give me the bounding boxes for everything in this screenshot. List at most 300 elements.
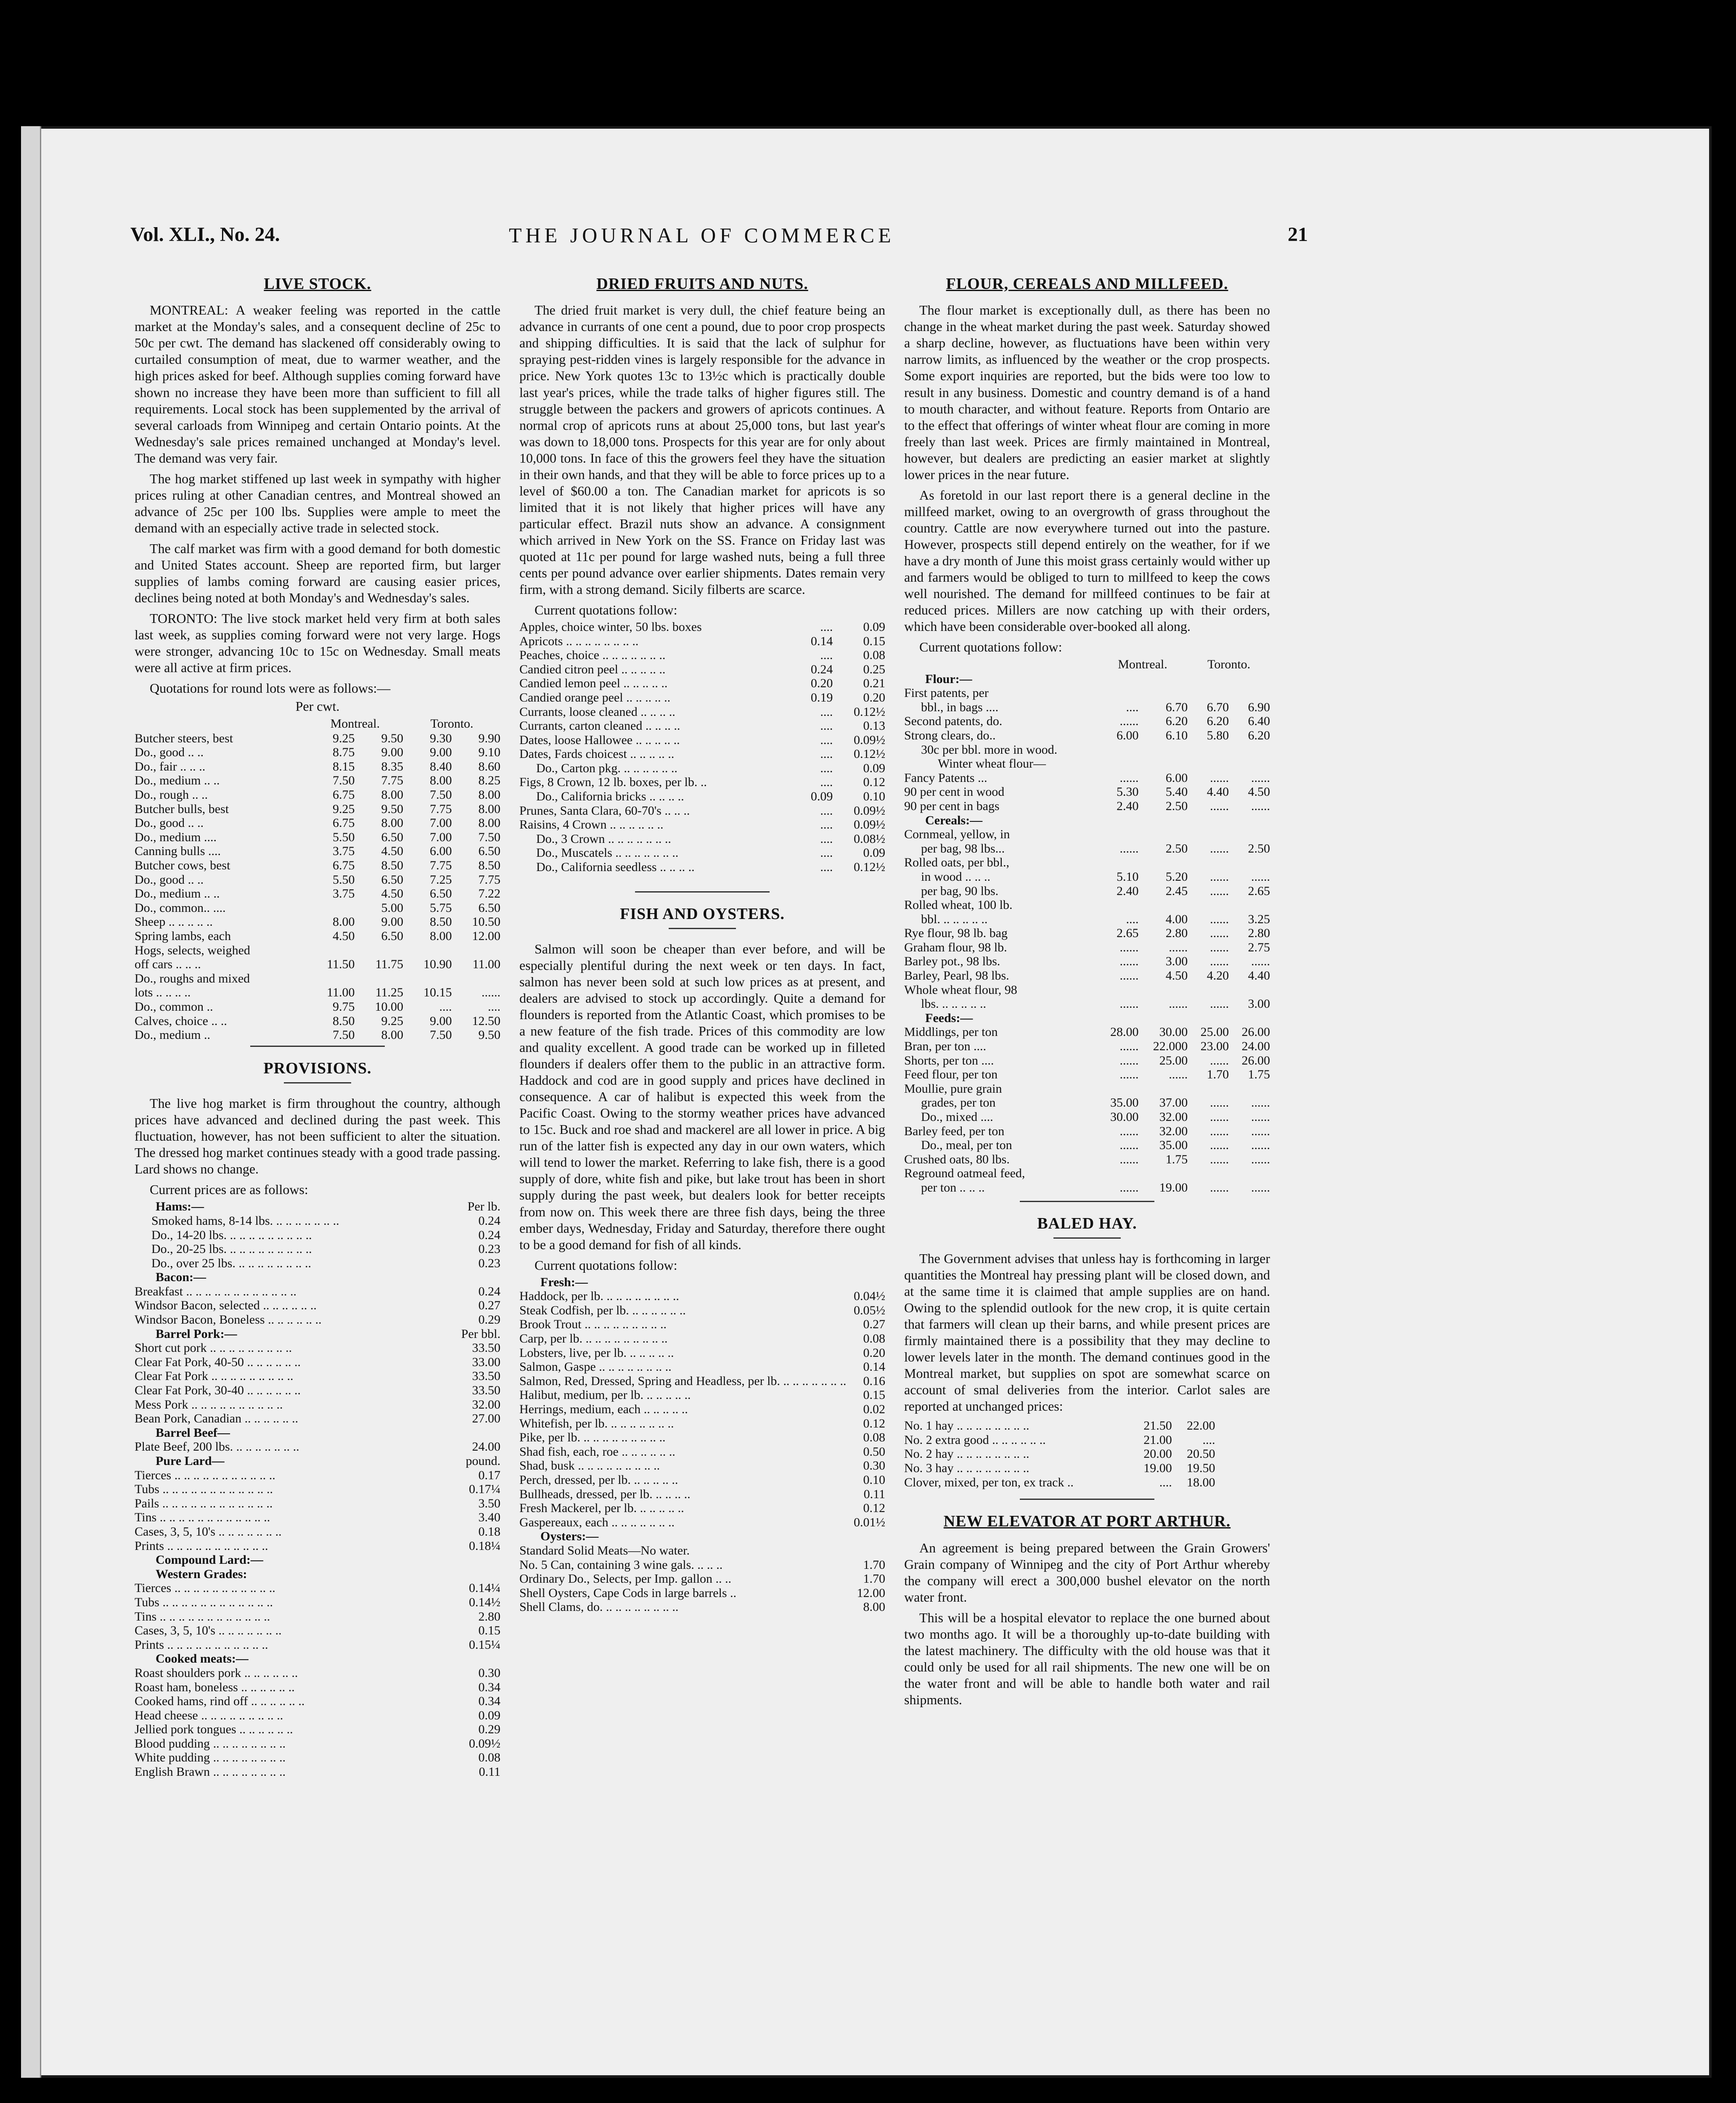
table-row [135,887,500,901]
table-row [904,1054,1270,1068]
row-value: 4.50 [1165,969,1188,983]
table-row [135,1553,500,1567]
table-row [904,785,1270,799]
row-label: Do., medium .. .. [135,887,220,901]
row-label: Butcher bulls, best [135,802,229,816]
live-stock-quote-intro: Quotations for round lots were as follows:— [150,681,391,696]
table-row [519,846,885,860]
table-row [519,620,885,634]
row-label: Salmon, Red, Dressed, Spring and Headless, per lb. .. .. .. .. .. .. .. [519,1374,847,1388]
row-label: Windsor Bacon, selected .. .. .. .. .. .. [135,1298,317,1313]
row-label: Whole wheat flour, 98 [904,983,1017,997]
row-value: 2.65 [1117,926,1139,940]
row-label: White pudding .. .. .. .. .. .. .. .. [135,1751,286,1765]
row-label: Apples, choice winter, 50 lbs. boxes [519,620,702,634]
row-label: No. 2 hay .. .. .. .. .. .. .. .. [904,1447,1029,1461]
row-label: Shell Clams, do. .. .. .. .. .. .. .. .. [519,1600,679,1614]
table-row [135,1567,500,1581]
row-value: 9.00 [381,915,403,929]
row-value: ...... [1210,997,1229,1011]
table-row [519,1572,885,1586]
toronto-column-header: Toronto. [430,717,474,731]
row-label: Do., common.. .... [135,901,226,915]
dried-fruits-table [519,620,885,874]
row-label: Pails .. .. .. .. .. .. .. .. .. .. .. .. [135,1496,273,1510]
row-value: 2.80 [478,1609,500,1624]
row-value [437,1553,500,1567]
row-value: .... [820,719,833,733]
row-value: 32.00 [472,1397,500,1412]
table-row [904,1181,1270,1195]
row-value: .... [1126,912,1139,926]
row-value: 1.75 [1248,1067,1270,1082]
row-label: No. 3 hay .. .. .. .. .. .. .. .. [904,1461,1029,1475]
row-value: 10.90 [423,957,452,972]
table-row [904,728,1270,743]
row-value: 0.08 [863,1332,885,1345]
row-label: Butcher cows, best [135,858,230,873]
row-value: 2.50 [1165,841,1188,856]
row-value: 9.00 [381,745,403,760]
row-value: 0.09½ [469,1736,500,1751]
page-header [130,223,1308,261]
row-label: No. 1 hay .. .. .. .. .. .. .. .. [904,1419,1029,1433]
table-row [135,1214,500,1228]
row-value: 9.25 [381,1014,403,1028]
row-label: Tubs .. .. .. .. .. .. .. .. .. .. .. .. [135,1595,273,1609]
row-value: .... [820,747,833,761]
table-row [135,1270,500,1285]
row-value: 0.20 [863,690,885,705]
row-value: ...... [1119,1180,1139,1195]
row-value: 18.00 [1187,1475,1215,1489]
row-value: ...... [1119,1138,1139,1152]
row-value: 33.50 [472,1369,500,1383]
row-value [1098,686,1139,700]
row-label: Do., California seedless .. .. .. .. [536,860,695,874]
row-label: Brook Trout .. .. .. .. .. .. .. .. .. [519,1317,667,1332]
row-label: Do., mixed .... [921,1110,993,1124]
table-row [135,1468,500,1483]
row-label: Pike, per lb. .. .. .. .. .. .. .. .. .. [519,1430,666,1445]
row-value: 6.50 [381,872,403,887]
row-value: 4.40 [1248,969,1270,983]
row-label: Halibut, medium, per lb. .. .. .. .. .. [519,1388,691,1402]
table-row [135,1014,500,1028]
heading-underline [1053,1237,1121,1239]
fish-quote-intro: Current quotations follow: [535,1257,677,1273]
row-value: 2.40 [1117,884,1139,898]
row-value: ...... [1210,940,1229,954]
table-row [135,1680,500,1695]
row-value: .... [820,648,833,662]
row-value: 0.04½ [854,1289,885,1303]
row-value: 5.30 [1117,785,1139,799]
row-value [1188,743,1229,757]
table-row [135,1028,500,1042]
row-value: ...... [1119,1152,1139,1166]
table-row [135,858,500,873]
row-label: Cooked hams, rind off .. .. .. .. .. .. [135,1694,305,1708]
table-row [519,662,885,677]
row-value: 3.00 [1248,997,1270,1011]
row-value: 8.50 [333,1014,355,1028]
row-value: ...... [1210,869,1229,884]
table-row [519,1586,885,1600]
row-value: 6.50 [478,844,500,858]
row-label: Compound Lard:— [156,1553,263,1567]
row-value: 0.08 [478,1751,500,1765]
row-label: Do., medium .. .. [135,773,220,788]
row-value [1098,757,1139,771]
row-value [437,1426,500,1440]
table-row [904,842,1270,856]
row-value [1098,813,1139,828]
row-value: 7.50 [478,830,500,844]
row-value: 11.00 [327,985,355,1000]
table-row [904,714,1270,728]
row-value: 6.20 [1165,714,1188,728]
table-row [904,1025,1270,1039]
row-label: Tierces .. .. .. .. .. .. .. .. .. .. .. [135,1468,275,1482]
row-label: Clear Fat Pork, 30-40 .. .. .. .. .. .. [135,1383,301,1398]
row-label: Graham flour, 98 lb. [904,940,1007,954]
row-label: Barley, Pearl, 98 lbs. [904,969,1009,983]
table-row [904,997,1270,1011]
table-row [519,733,885,747]
row-value: 4.20 [1207,969,1229,983]
row-value: 9.25 [333,731,355,745]
row-value: 0.09 [863,620,885,634]
row-value: .... [820,860,833,874]
row-value: 35.00 [1159,1138,1188,1152]
row-value: ...... [1119,841,1139,856]
binding-edge [21,126,41,2078]
row-label: Mess Pork .. .. .. .. .. .. .. .. .. .. [135,1397,283,1412]
row-label: off cars .. .. .. [135,957,201,972]
row-value: 8.00 [863,1600,885,1614]
table-row [135,1666,500,1680]
row-value [1229,743,1270,757]
montreal-column-header: Montreal. [1118,657,1167,672]
row-label: Blood pudding .. .. .. .. .. .. .. .. [135,1736,286,1751]
row-value [1139,813,1188,828]
table-row [135,1327,500,1341]
table-row [519,1445,885,1459]
journal-title: THE JOURNAL OF COMMERCE [509,223,895,247]
table-row [904,954,1270,969]
table-row [904,1011,1270,1025]
row-value: 12.00 [472,929,500,943]
column-2 [519,265,885,1614]
provisions-quote-intro: Current prices are as follows: [150,1182,308,1197]
table-row [904,1110,1270,1124]
row-value [1098,983,1139,997]
table-row [519,1275,885,1290]
row-value: 8.00 [478,788,500,802]
row-label: Do., fair .. .. .. [135,759,206,773]
table-row [135,1595,500,1610]
row-label: Breakfast .. .. .. .. .. .. .. .. .. .. .. .. [135,1284,296,1298]
table-row [519,1600,885,1614]
row-label: Do., good .. .. [135,872,204,887]
row-value: 0.12 [863,1416,885,1430]
row-value: ...... [1119,940,1139,954]
table-row [135,943,500,958]
row-value: 0.11 [479,1765,500,1779]
row-value: .... [820,818,833,832]
row-value: ...... [1169,1067,1188,1082]
row-value: 0.27 [478,1298,500,1313]
table-row [135,1765,500,1779]
row-value: 6.90 [1248,700,1270,714]
table-row [904,856,1270,870]
fish-text [519,941,885,1253]
row-value: 7.50 [333,773,355,788]
toronto-column-header: Toronto. [1207,657,1251,672]
row-value: 0.18¼ [469,1539,500,1553]
dried-fruits-quote-intro: Current quotations follow: [535,602,677,617]
row-value [1229,686,1270,700]
row-value: 2.80 [1165,926,1188,940]
row-value [1188,983,1229,997]
row-value: 10.15 [423,985,452,1000]
row-value [307,972,355,986]
row-value: 9.25 [333,802,355,816]
row-label: Gaspereaux, each .. .. .. .. .. .. .. [519,1515,675,1529]
row-value: 8.00 [478,816,500,830]
column-3 [904,265,1270,1712]
row-label: Oysters:— [540,1529,599,1544]
row-value [1139,1166,1188,1181]
row-value: 7.75 [429,802,452,816]
row-value: ...... [1119,771,1139,785]
row-label: Do., rough .. .. [135,788,208,802]
row-value: 6.75 [333,788,355,802]
row-label: Smoked hams, 8-14 lbs. .. .. .. .. .. .. .. [151,1213,339,1228]
table-row [135,1638,500,1652]
row-value: 3.75 [333,844,355,858]
row-label: in wood .. .. .. [921,869,990,884]
row-value: 21.00 [1143,1433,1172,1447]
row-label: Whitefish, per lb. .. .. .. .. .. .. .. [519,1416,674,1430]
row-value: 0.24 [478,1228,500,1242]
row-label: grades, per ton [921,1096,996,1110]
row-label: Shell Oysters, Cape Cods in large barrels .. [519,1586,737,1600]
table-row [904,1067,1270,1082]
row-label: Pure Lard— [156,1454,225,1468]
table-row [519,1374,885,1388]
row-value [1229,813,1270,828]
fish-heading: FISH AND OYSTERS. [620,905,785,923]
section-divider [635,891,770,893]
row-value: 0.18 [478,1524,500,1539]
table-row [135,773,500,788]
row-value: 0.09 [478,1708,500,1722]
table-row [135,915,500,929]
row-label: Do., good .. .. [135,745,204,760]
row-value: 2.40 [1117,799,1139,813]
row-value [1139,672,1188,686]
column-1 [135,265,500,1779]
elevator-text [904,1540,1270,1708]
row-label: Feeds:— [925,1011,973,1025]
table-row [135,957,500,972]
paragraph: The live hog market is firm throughout the country, although prices have advanced and declined during the past week. This fluctuation, however, has not been sufficient to alter the situation. The dressed hog market continues steady with a good trade passing. Lard shows no change. [135,1096,500,1177]
row-value: .... [820,761,833,775]
table-row [519,1289,885,1303]
paragraph: The flour market is exceptionally dull, as there has been no change in the wheat market during the past week. Saturday showed a sharp decline, however, as fluctuations have been within very narrow limits, as influenced by the weather or the crop prospects. Some export inquiries are reported, but the bids were too low to result in any business. Domestic and country demand is of a hand to mouth character, and without feature. Reports from Ontario are to the effect that offerings of winter wheat flour are coming in more freely than last week. Prices are firmly maintained in Montreal, however, but dealers are predicting an easier market at slightly lower prices in the near future. [904,302,1270,482]
table-row [519,818,885,832]
row-label: Salmon, Gaspe .. .. .. .. .. .. .. .. [519,1360,672,1374]
row-value: 0.29 [478,1313,500,1327]
row-value: 0.20 [810,676,833,691]
row-label: per ton .. .. .. [921,1180,985,1195]
row-label: lots .. .. .. .. [135,985,191,1000]
row-value: 19.00 [1159,1180,1188,1195]
row-value: ...... [1210,1124,1229,1138]
row-value: 21.50 [1143,1419,1172,1433]
row-value: .... [820,846,833,860]
row-value: 1.70 [863,1572,885,1586]
table-row [135,1000,500,1014]
row-label: Do., 20-25 lbs. .. .. .. .. .. .. .. .. .. [151,1242,312,1256]
row-value [307,943,355,958]
table-row [135,1383,500,1398]
table-row [519,804,885,818]
table-row [904,1082,1270,1096]
row-value [1139,898,1188,912]
row-value: 0.17 [478,1468,500,1482]
table-row [904,1138,1270,1152]
table-row [135,1355,500,1369]
row-value: 0.10 [863,1473,885,1487]
row-value: Per lb. [467,1200,500,1214]
row-value: 0.29 [478,1722,500,1737]
row-value: 6.00 [1117,728,1139,742]
baled-hay-table [904,1419,1215,1489]
row-value: 0.27 [863,1317,885,1332]
table-row [904,898,1270,912]
table-row [519,676,885,691]
row-label: Do., common .. [135,999,213,1014]
row-value: 7.75 [429,858,452,873]
table-row [135,1440,500,1454]
table-row [135,1298,500,1313]
row-value [1098,1166,1139,1181]
row-label: Rolled oats, per bbl., [904,856,1009,870]
row-label: Tierces .. .. .. .. .. .. .. .. .. .. .. [135,1581,275,1595]
row-value: 12.00 [857,1586,885,1600]
row-label: Do., roughs and mixed [135,971,250,985]
row-value: ...... [1210,912,1229,926]
table-row [135,1694,500,1708]
table-row [904,672,1270,686]
row-label: Steak Codfish, per lb. .. .. .. .. .. .. [519,1303,686,1317]
paragraph: An agreement is being prepared between the Grain Growers' Grain company of Winnipeg and the city of Port Arthur whereby the company will erect a 300,000 bushel elevator on the north water front. [904,1540,1270,1605]
row-label: Fancy Patents ... [904,771,987,785]
table-row [135,985,500,1000]
row-label: Spring lambs, each [135,929,231,943]
row-label: Candied lemon peel .. .. .. .. .. [519,676,668,691]
row-value: 6.70 [1207,700,1229,714]
table-row [904,743,1270,757]
row-value: 0.30 [478,1666,500,1680]
row-value: ...... [1210,1096,1229,1110]
row-label: Hams:— [156,1200,204,1214]
row-label: Ordinary Do., Selects, per Imp. gallon .. .. [519,1572,732,1586]
row-value: 0.10 [863,789,885,804]
row-value: ...... [1169,940,1188,954]
row-value: 9.00 [429,1014,452,1028]
volume-number: Vol. XLI., No. 24. [130,223,280,246]
row-value: pound. [466,1454,500,1468]
flour-table [904,657,1270,1195]
row-value: .... [820,803,833,818]
row-value: 0.09 [863,846,885,860]
paragraph: The hog market stiffened up last week in sympathy with higher prices ruling at other Canadian centres, and Montreal showed an advance of 25c per 100 lbs. Supplies were ample to meet the demand with an especially active trade in selected stock. [135,471,500,535]
table-row [135,1454,500,1468]
table-row [904,813,1270,828]
row-value: ...... [1210,1053,1229,1067]
table-row [135,1412,500,1426]
row-value: 11.75 [375,957,403,972]
row-value: 11.50 [327,957,355,972]
row-value: 3.25 [1248,912,1270,926]
table-row [135,760,500,774]
row-value: 0.30 [863,1459,885,1473]
row-value: ...... [1119,1067,1139,1082]
live-stock-heading: LIVE STOCK. [264,275,371,293]
row-label: Dates, loose Hallowee .. .. .. .. .. [519,733,680,747]
row-label: Short cut pork .. .. .. .. .. .. .. .. .. [135,1341,292,1355]
row-value: 19.50 [1187,1461,1215,1475]
row-label: Sheep .. .. .. .. .. [135,915,213,929]
row-value [1188,1166,1229,1181]
row-label: Barley pot., 98 lbs. [904,954,1000,969]
row-value [1229,856,1270,870]
row-value: .... [1126,700,1139,714]
table-row [519,1360,885,1374]
row-value: ...... [1251,1180,1270,1195]
row-value: 9.50 [478,1028,500,1042]
row-label: Fresh Mackerel, per lb. .. .. .. .. .. [519,1501,684,1515]
montreal-column-header: Montreal. [330,717,380,731]
row-value: 27.00 [472,1412,500,1426]
row-label: Candied orange peel .. .. .. .. .. [519,690,671,705]
row-value: 6.50 [381,830,403,844]
provisions-text [135,1095,500,1177]
flour-text [904,302,1270,635]
row-label: Do., California bricks .. .. .. .. [536,789,684,804]
row-label: Butcher steers, best [135,731,233,745]
row-label: Windsor Bacon, Boneless .. .. .. .. .. .. [135,1313,322,1327]
row-value: ...... [1251,954,1270,969]
row-label: Raisins, 4 Crown .. .. .. .. .. .. [519,818,664,832]
row-value: .... [820,775,833,789]
row-value: 7.75 [381,773,403,788]
row-value: 8.00 [429,929,452,943]
row-label: Crushed oats, 80 lbs. [904,1152,1010,1166]
row-value: ...... [1251,869,1270,884]
section-divider [250,1046,385,1047]
row-label: Barley feed, per ton [904,1124,1005,1138]
row-value [1188,1082,1229,1096]
row-value: 4.50 [1248,785,1270,799]
table-row [519,1303,885,1318]
row-value: Per bbl. [461,1327,500,1341]
row-value: 2.65 [1248,884,1270,898]
